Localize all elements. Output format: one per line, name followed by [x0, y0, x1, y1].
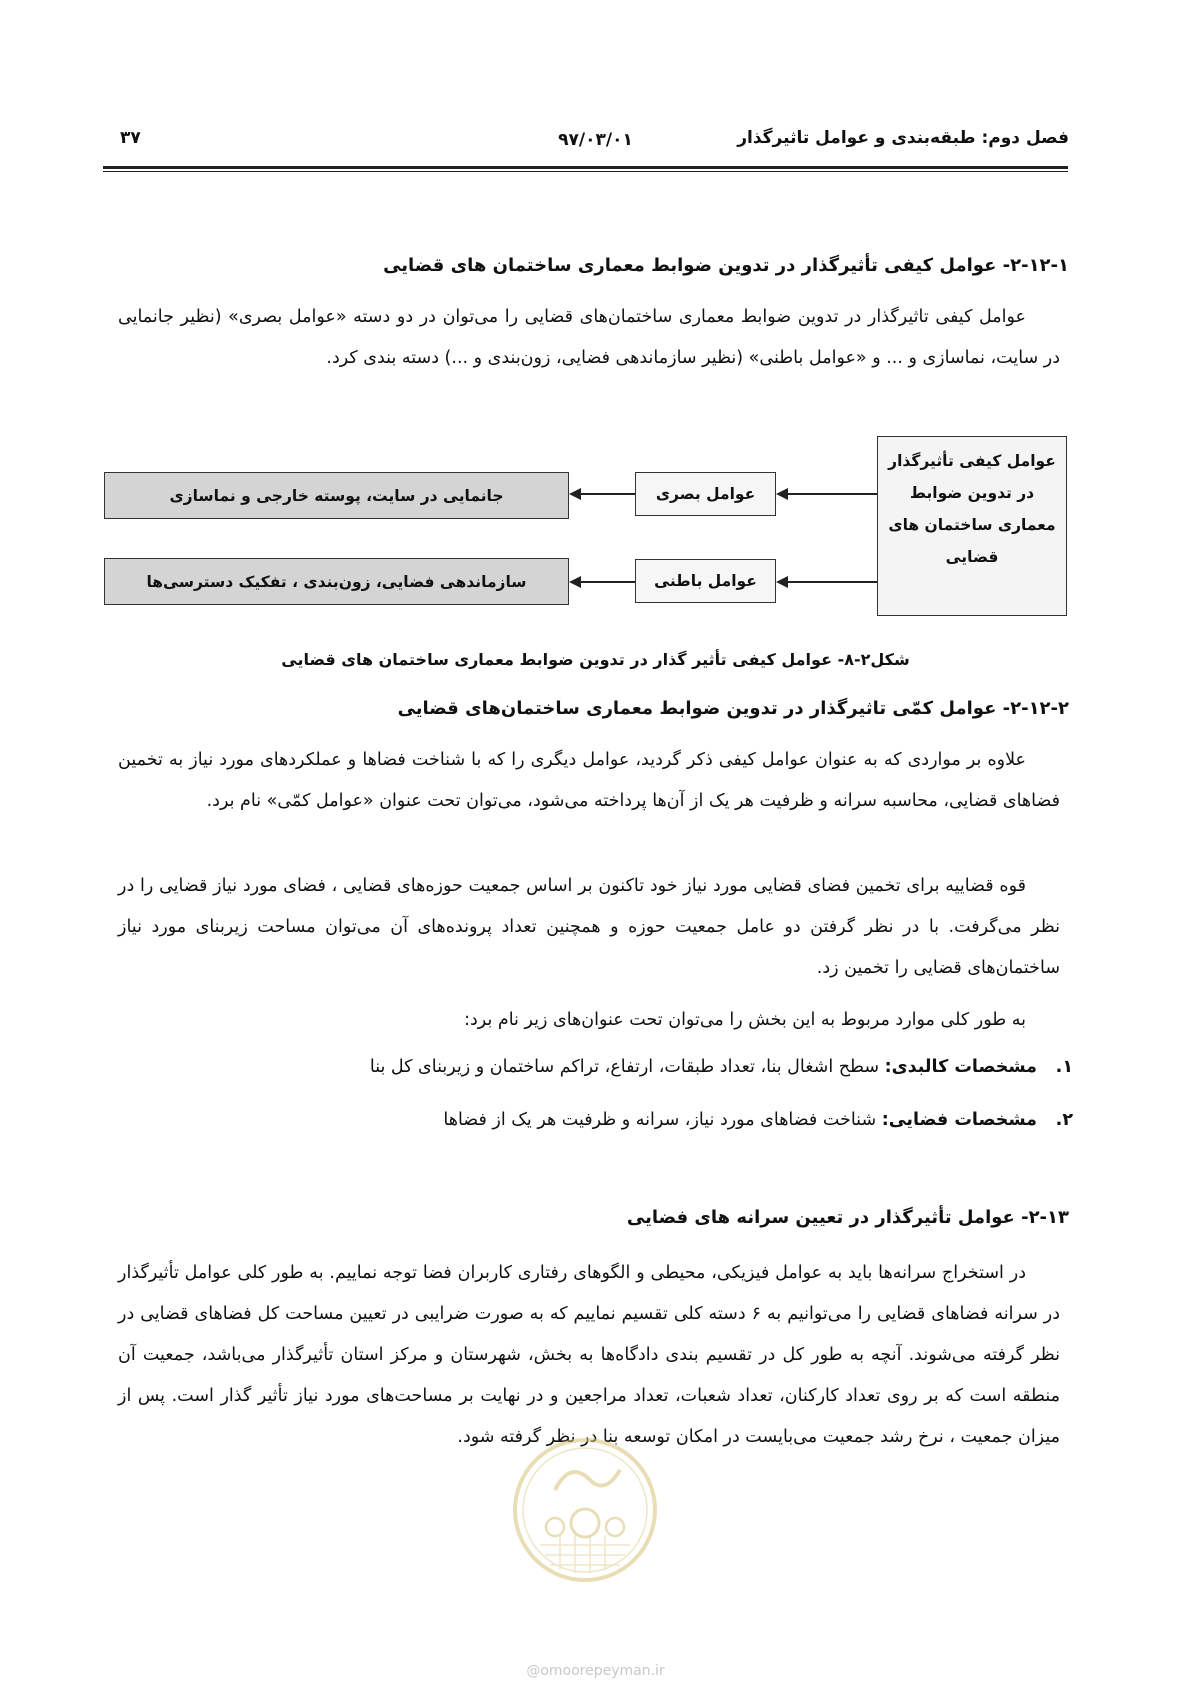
watermark-url: @omoorepeyman.ir: [526, 1663, 665, 1679]
section-heading-2: ۲-۱۲-۲- عوامل کمّی تاثیرگذار در تدوین ضوابط معماری ساختمان‌های قضایی: [397, 698, 1069, 719]
paragraph-text: علاوه بر مواردی که به عنوان عوامل کیفی ذکر گردید، عوامل دیگری را که با شناخت فضاها و عملکردهای مورد نیاز به تخمین فضاهای قضایی، محاسبه سرانه و ظرفیت هر یک از آن‌ها پرداخته می‌شود، می‌توان تحت عنوان «عوامل کمّی» نام برد.: [118, 750, 1060, 811]
arrow-icon: [776, 488, 788, 500]
main-box-line-1: عوامل کیفی تأثیرگذار: [888, 452, 1056, 470]
list-title: مشخصات فضایی:: [881, 1110, 1037, 1130]
figure-caption: شکل۲-۸- عوامل کیفی تأثیر گذار در تدوین ضوابط معماری ساختمان های قضایی: [281, 650, 910, 669]
inner-result-box: سازماندهی فضایی، زون‌بندی ، تفکیک دسترسی‌ها: [104, 558, 569, 605]
connector-line: [580, 581, 635, 583]
list-text: سطح اشغال بنا، تعداد طبقات، ارتفاع، تراکم ساختمان و زیربنای کل بنا: [369, 1057, 885, 1077]
paragraph-text: عوامل کیفی تاثیرگذار در تدوین ضوابط معماری ساختمان‌های قضایی را می‌توان در دو دسته «عوامل بصری» (نظیر جانمایی در سایت، نماسازی و ... و «عوامل باطنی» (نظیر سازماندهی فضایی، زون‌بندی و ...) دسته بندی کرد.: [118, 307, 1060, 368]
paragraph-text: در استخراج سرانه‌ها باید به عوامل فیزیکی، محیطی و الگوهای رفتاری کاربران فضا توجه نماییم. به طور کلی عوامل تأثیرگذار در سرانه فضاهای قضایی را می‌توانیم به ۶ دسته کلی تقسیم نماییم که به صورت ضرایبی در تعیین مساحت کل فضاهای قضایی در نظر گرفته می‌شوند. آنچه به طور کل در تقسیم بندی دادگاه‌ها به بخش، شهرستان و مرکز استان تأثیرگذار می‌باشد، جمعیت آن منطقه است که بر روی تعداد کارکنان، تعداد شعبات، تعداد مراجعین و در نهایت بر مساحت‌های مورد نیاز تأثیر گذار است. پس از میزان جمعیت ، نرخ رشد جمعیت می‌بایست در امکان توسعه بنا در نظر گرفته شود.: [118, 1263, 1060, 1447]
list-item: [370, 1057, 1073, 1077]
list-title: مشخصات کالبدی:: [884, 1057, 1037, 1077]
main-box-line-2: در تدوین ضوابط: [909, 484, 1035, 502]
paragraph-text: به طور کلی موارد مربوط به این بخش را می‌توان تحت عنوان‌های زیر نام برد:: [464, 1010, 1026, 1030]
watermark-logo-icon: [510, 1435, 660, 1585]
visual-factors-box: عوامل بصری: [635, 472, 776, 516]
connector-line: [786, 493, 877, 495]
list-text: شناخت فضاهای مورد نیاز، سرانه و ظرفیت هر یک از فضاها: [443, 1110, 882, 1130]
section-paragraph-1: [118, 297, 1060, 379]
list-item: [443, 1110, 1073, 1130]
header-date: ۹۷/۰۳/۰۱: [558, 130, 633, 150]
page-number: ۳۷: [120, 128, 141, 148]
list-number: ۲.: [1055, 1110, 1073, 1130]
header-rule-thick: [103, 166, 1068, 169]
arrow-icon: [569, 488, 581, 500]
header-rule-thin: [103, 171, 1068, 172]
connector-line: [580, 493, 635, 495]
inner-factors-box: عوامل باطنی: [635, 559, 776, 603]
chapter-title: فصل دوم: طبقه‌بندی و عوامل تاثیرگذار: [737, 128, 1069, 148]
list-number: ۱.: [1055, 1057, 1073, 1077]
paragraph-text: قوه قضاییه برای تخمین فضای قضایی مورد نیاز خود تاکنون بر اساس جمعیت حوزه‌های قضایی ، فضای مورد نیاز قضایی را در نظر می‌گرفت. با در نظر گرفتن دو عامل جمعیت حوزه و همچنین تعداد پرونده‌های آن می‌توان مساحت زیربنای مورد نیاز ساختمان‌های قضایی را تخمین زد.: [118, 876, 1060, 978]
section-paragraph-3: [118, 1253, 1060, 1458]
arrow-icon: [569, 576, 581, 588]
section-paragraph-2c: [118, 1000, 1060, 1041]
diagram-main-box: [877, 436, 1067, 616]
section-paragraph-2b: [118, 866, 1060, 989]
section-heading-3: ۲-۱۳- عوامل تأثیرگذار در تعیین سرانه های فضایی: [626, 1207, 1069, 1228]
main-box-line-3: معماری ساختمان های: [888, 516, 1056, 534]
connector-line: [786, 581, 877, 583]
main-box-line-4: قضایی: [945, 548, 999, 566]
section-paragraph-2a: [118, 740, 1060, 822]
visual-result-box: جانمایی در سایت، پوسته خارجی و نماسازی: [104, 472, 569, 519]
section-heading-1: ۲-۱۲-۱- عوامل کیفی تأثیرگذار در تدوین ضوابط معماری ساختمان های قضایی: [383, 255, 1069, 276]
arrow-icon: [776, 576, 788, 588]
